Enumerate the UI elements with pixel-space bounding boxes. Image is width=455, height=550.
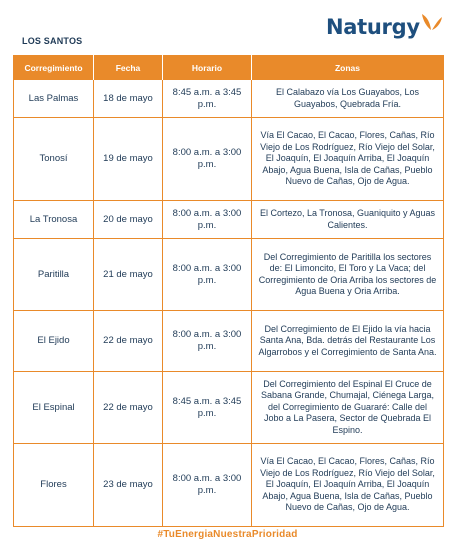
corregimiento-cell: Paritilla bbox=[14, 239, 94, 311]
schedule-table bbox=[13, 55, 444, 527]
fecha-cell: 20 de mayo bbox=[94, 201, 163, 239]
corregimiento-cell: Flores bbox=[14, 444, 94, 527]
naturgy-logo bbox=[326, 12, 443, 38]
zonas-cell: El Calabazo vía Los Guayabos, Los Guayabos, Quebrada Fría. bbox=[252, 80, 444, 118]
horario-cell: 8:45 a.m. a 3:45 p.m. bbox=[163, 80, 252, 118]
zonas-cell: Del Corregimiento de Paritilla los sectores de: El Limoncito, El Toro y La Vaca; del Corregimiento de Oria Arriba los sectores de Agua Buena y Oria Arriba. bbox=[252, 239, 444, 311]
table-row bbox=[14, 80, 444, 118]
column-header-zonas: Zonas bbox=[252, 56, 444, 80]
table-row bbox=[14, 444, 444, 527]
corregimiento-cell: Las Palmas bbox=[14, 80, 94, 118]
table-row bbox=[14, 372, 444, 444]
butterfly-icon bbox=[421, 12, 443, 32]
horario-cell: 8:00 a.m. a 3:00 p.m. bbox=[163, 444, 252, 527]
header bbox=[0, 0, 455, 55]
corregimiento-cell: Tonosí bbox=[14, 118, 94, 201]
fecha-cell: 22 de mayo bbox=[94, 372, 163, 444]
column-header-corregimiento: Corregimiento bbox=[14, 56, 94, 80]
horario-cell: 8:00 a.m. a 3:00 p.m. bbox=[163, 201, 252, 239]
fecha-cell: 21 de mayo bbox=[94, 239, 163, 311]
horario-cell: 8:00 a.m. a 3:00 p.m. bbox=[163, 239, 252, 311]
zonas-cell: Del Corregimiento de El Ejido la vía hacia Santa Ana, Bda. detrás del Restaurante Los Algarrobos y el Corregimiento de Santa Ana. bbox=[252, 311, 444, 372]
column-header-horario: Horario bbox=[163, 56, 252, 80]
region-title: LOS SANTOS bbox=[22, 36, 83, 46]
zonas-cell: El Cortezo, La Tronosa, Guaniquito y Aguas Calientes. bbox=[252, 201, 444, 239]
column-header-fecha: Fecha bbox=[94, 56, 163, 80]
footer-hashtag: #TuEnergiaNuestraPrioridad bbox=[157, 529, 298, 540]
horario-cell: 8:45 a.m. a 3:45 p.m. bbox=[163, 372, 252, 444]
horario-cell: 8:00 a.m. a 3:00 p.m. bbox=[163, 118, 252, 201]
table-row bbox=[14, 239, 444, 311]
fecha-cell: 19 de mayo bbox=[94, 118, 163, 201]
zonas-cell: Vía El Cacao, El Cacao, Flores, Cañas, Río Viejo de Los Rodríguez, Río Viejo del Solar, El Joaquín, El Joaquín Arriba, El Joaquín Abajo, Agua Buena, Isla de Cañas, Pueblo Nuevo de Cañas, Ojo de Agua. bbox=[252, 118, 444, 201]
brand-name: Naturgy bbox=[326, 15, 420, 39]
fecha-cell: 22 de mayo bbox=[94, 311, 163, 372]
horario-cell: 8:00 a.m. a 3:00 p.m. bbox=[163, 311, 252, 372]
zonas-cell: Del Corregimiento del Espinal El Cruce de Sabana Grande, Chumajal, Ciénega Larga, del Corregimiento de Guararé: Calle del Jobo a La Pasera, Sector de Quebrada El Espino. bbox=[252, 372, 444, 444]
table-row bbox=[14, 311, 444, 372]
corregimiento-cell: La Tronosa bbox=[14, 201, 94, 239]
table-row bbox=[14, 201, 444, 239]
fecha-cell: 23 de mayo bbox=[94, 444, 163, 527]
table-header-row bbox=[14, 56, 444, 80]
corregimiento-cell: El Espinal bbox=[14, 372, 94, 444]
fecha-cell: 18 de mayo bbox=[94, 80, 163, 118]
zonas-cell: Vía El Cacao, El Cacao, Flores, Cañas, Río Viejo de Los Rodríguez, Río Viejo del Solar, El Joaquín, El Joaquín Arriba, El Joaquín Abajo, Agua Buena, Isla de Cañas, Pueblo Nuevo de Cañas, Ojo de Agua. bbox=[252, 444, 444, 527]
corregimiento-cell: El Ejido bbox=[14, 311, 94, 372]
table-row bbox=[14, 118, 444, 201]
